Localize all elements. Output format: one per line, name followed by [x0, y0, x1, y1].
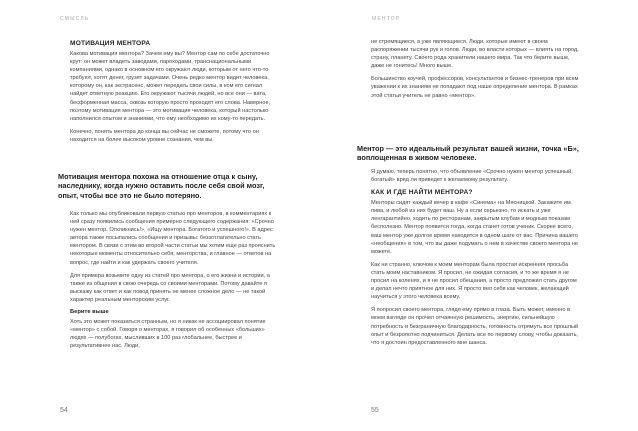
right-page [319, 0, 638, 431]
pull-quote-left: Мотивация ментора похожа на отношение отца к сыну, наследнику, когда нужно оставить после себя свой мозг, опыт, чтобы все это не было потеряно. [58, 172, 265, 200]
section-heading-motivation: МОТИВАЦИЯ МЕНТОРА [70, 40, 151, 47]
paragraph: Как ни странно, ключом к моим менторам была простая искренняя просьба стать моим наставником. Я просил, не ожидая согласия, и то же время я не просил на коленях, и я не просил обещания, а просто предложил стать другом и делал нечто приятное для них. Я просто вел себя как человек, желающий научиться у этого человека всему. [371, 261, 577, 301]
paragraph: Я попросил своего ментора, глядя ему прямо в глаза. Быть может, именно в моем взгляде он прочел отчаянную решимость, энергию, сильнейшую потребность и безграничную благодарность, готовность отрямуть все прошлый опыт и безропотно подчиниться. Делать все по первому слову, чтобы доказать, что я достоин предоставленного мне шанса. [371, 307, 579, 346]
subheading-aim-higher: Берите выше [70, 309, 109, 316]
paragraph: не стремящиеся, а уже являющиеся. Люди, которые имеют в своем распоряжении тысячи рук и голов. Люди, во власти которых — влиять на город, страну, планету. Своего рода хранители нашего мира. Так что берите выше, даже не гонитесь! Много выше. [371, 39, 579, 70]
section-heading-where-to-find: КАК И ГДЕ НАЙТИ МЕНТОРА? [371, 189, 473, 197]
running-head-left: СМЫСЛЬ [60, 16, 90, 22]
right-column-top [371, 38, 581, 105]
paragraph: Хоть это может показаться странным, но я никак не ассоциировал понятие «ментор» с собой. Говоря о менторах, я говорил об особенных «больших» людях — полубогах, мысливших в 100 раз глобальнее, быстрее и результативнее нас. Люди, [70, 319, 266, 350]
paragraph: Менторы сидят каждый вечер в кафе «Синема» на Мясницкой. Закажите им пива, и любой из них будет ваш. Ну а если серьезно, то искать и уже ленгарантийно, ходить по ресторанам, закрытым клубам и модным показам бесполезно. Ментор появится тогда, когда станет готов ученик. Скорее всего, ваш ментор уже долгое время находится в одном шаге от вас. Причина вашего «необщения» в том, что вы даже подумать о нем в качестве своего ментора не можете. [371, 200, 579, 255]
left-column-top [70, 40, 278, 149]
paragraph: Я думаю, теперь понятно, что объявление «Срочно нужен ментор успешный, богатый» вряд ли приведет к желаемому результату. [371, 169, 573, 184]
page-number-right: 55 [371, 407, 379, 414]
right-column-bottom [371, 168, 581, 352]
paragraph: Конечно, понять ментора до конца вы сейчас не сможете, потому что он находится на более высоком уровне сознания, чем вы. [70, 128, 259, 143]
page-number-left: 54 [60, 407, 68, 414]
pull-quote-right: Ментор — это идеальный результат вашей жизни, точка «Б», воплощенная в живом человеке. [357, 144, 579, 163]
paragraph: Какова мотивация ментора? Зачем ему вы? Ментор сам по себе достаточно крут: он может владеть заводами, пароходами, транснациональными компаниями, однако в основном его окружают люди, которым от него что-то требуют, хотят денег, грузят задачами. Очень редко ментор видит человека, которому он, как экстрасенс, может передать свои силы, в ком его сигнал найдет ответную реакцию. Его окружают тысячи людей, но все они — вата, бесформенная масса, сквозь которую просто проходят его слова. Наверное, поэтому мотивация ментора — это мотивация человека, который настолько наполнился опытом и знаниями, что ему необходимо их кому-то передать. [70, 51, 271, 122]
running-head-right: МЕНТОР [372, 16, 401, 22]
paragraph: Для примера возьмите одну из статей про ментора, о его жизни и истории, а также из общения в свою очередь со своими менторами. Потому давайте я выскажу как ответ и как повод принять не менее сложное дело — не такой характер реальным менторским услуг. [70, 272, 270, 303]
paragraph: Как только мы опубликовали первую статью про менторов, в комментариях к ней сразу появились сообщения примерно следующего содержания: «Срочно нужен ментор. Откликнись!», «Ищу ментора. Богатого и успешного!». В адрес автора также посыпались сообщения и призывы: беззотлагательно стать ментором. В связи с этим во второй части статьи мы хотим еще раз прояснить некоторые моменты относительно себя, менторства, и главное — ответов на вопрос, где найти и как удержать своего учителя. [70, 211, 276, 266]
paragraph: Большинство коучей, профессоров, консультантов и бизнес-тренеров при всем уважении к их знаниям не попадают под наше определение ментора. В рамках этой статьи учитель не равно «ментор». [371, 76, 579, 99]
left-column-bottom [70, 210, 278, 355]
